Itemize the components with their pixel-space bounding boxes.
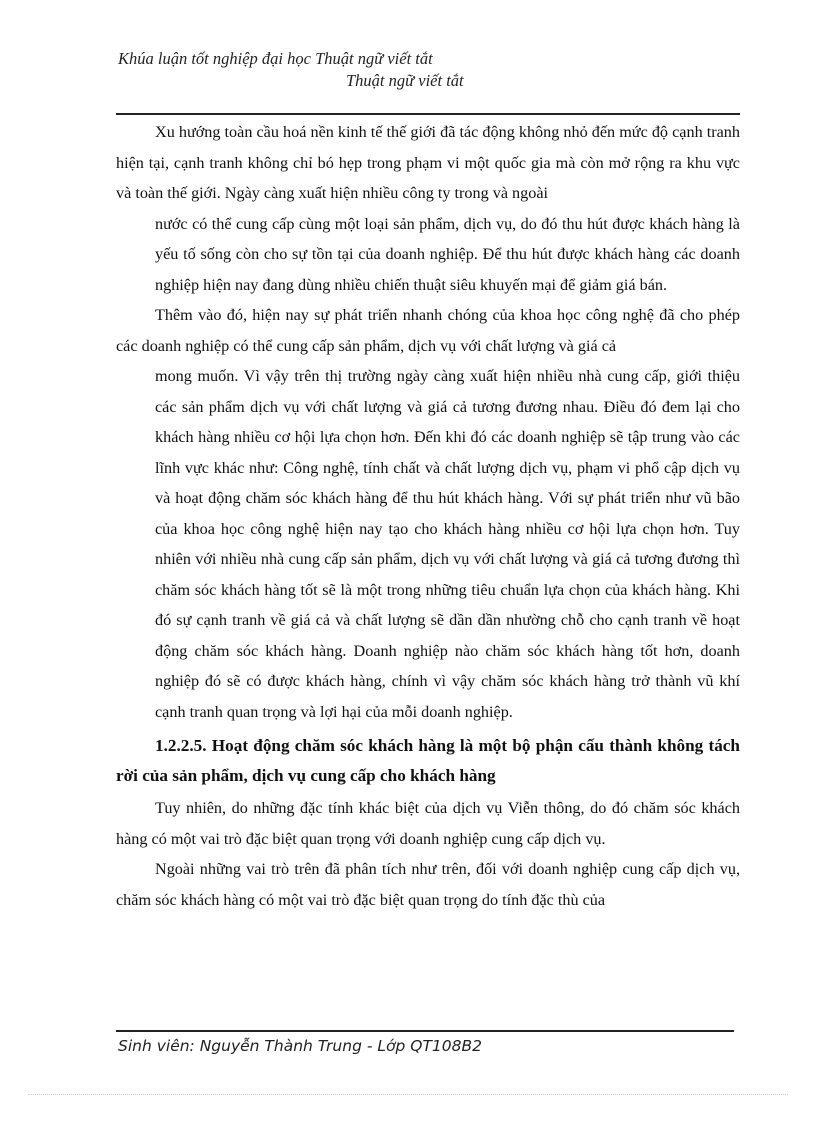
page-header bbox=[118, 48, 498, 92]
paragraph-5: Tuy nhiên, do những đặc tính khác biệt của dịch vụ Viễn thông, do đó chăm sóc khách hàng có một vai trò đặc biệt quan trọng với doanh nghiệp cung cấp dịch vụ. bbox=[116, 799, 740, 848]
section-heading: 1.2.2.5. Hoạt động chăm sóc khách hàng là một bộ phận cấu thành không tách rời của sản phẩm, dịch vụ cung cấp cho khách hàng bbox=[116, 736, 740, 785]
paragraph-2: nước có thể cung cấp cùng một loại sản phẩm, dịch vụ, do đó thu hút được khách hàng là yếu tố sống còn cho sự tồn tại của doanh nghiệp. Để thu hút được khách hàng các doanh nghiệp hiện nay đang dùng nhiều chiến thuật siêu khuyến mại để giảm giá bán. bbox=[155, 214, 740, 294]
paragraph-4: mong muốn. Vì vậy trên thị trường ngày càng xuất hiện nhiều nhà cung cấp, giới thiệu các sản phẩm dịch vụ với chất lượng và giá cả tương đương nhau. Điều đó đem lại cho khách hàng nhiều cơ hội lựa chọn hơn. Đến khi đó các doanh nghiệp sẽ tập trung vào các lĩnh vực khác như: Công nghệ, tính chất và chất lượng dịch vụ, phạm vi phổ cập dịch vụ và hoạt động chăm sóc khách hàng để thu hút khách hàng. Với sự phát triển như vũ bão của khoa học công nghệ hiện nay tạo cho khách hàng nhiều cơ hội lựa chọn hơn. Tuy nhiên với nhiều nhà cung cấp sản phẩm, dịch vụ với chất lượng và giá cả tương đương thì chăm sóc khách hàng tốt sẽ là một trong những tiêu chuẩn lựa chọn của khách hàng. Khi đó sự cạnh tranh về giá cả và chất lượng sẽ dần dần nhường chỗ cho cạnh tranh về hoạt động chăm sóc khách hàng. Doanh nghiệp nào chăm sóc khách hàng tốt hơn, doanh nghiệp đó sẽ có được khách hàng, chính vì vậy chăm sóc khách hàng trở thành vũ khí cạnh tranh quan trọng và lợi hại của mỗi doanh nghiệp. bbox=[155, 367, 740, 721]
header-rule bbox=[116, 113, 740, 115]
paragraph-3: Thêm vào đó, hiện nay sự phát triển nhanh chóng của khoa học công nghệ đã cho phép các doanh nghiệp có thể cung cấp sản phẩm, dịch vụ với chất lượng và giá cả bbox=[116, 306, 740, 355]
page-edge-divider bbox=[28, 1094, 788, 1095]
page-footer: Sinh viên: Nguyễn Thành Trung - Lớp QT108B2 bbox=[118, 1037, 482, 1055]
paragraph-6: Ngoài những vai trò trên đã phân tích như trên, đối với doanh nghiệp cung cấp dịch vụ, chăm sóc khách hàng có một vai trò đặc biệt quan trọng do tính đặc thù của bbox=[116, 860, 740, 909]
header-line-1: Khúa luận tốt nghiệp đại học Thuật ngữ viết tắt bbox=[118, 49, 433, 68]
paragraph-1: Xu hướng toàn cầu hoá nền kinh tế thế giới đã tác động không nhỏ đến mức độ cạnh tranh hiện tại, cạnh tranh không chỉ bó hẹp trong phạm vi một quốc gia mà còn mở rộng ra khu vực và toàn thế giới. Ngày càng xuất hiện nhiều công ty trong và ngoài bbox=[116, 123, 740, 202]
document-body bbox=[116, 117, 740, 915]
header-line-2: Thuật ngữ viết tắt bbox=[346, 71, 464, 90]
footer-rule bbox=[116, 1030, 734, 1032]
